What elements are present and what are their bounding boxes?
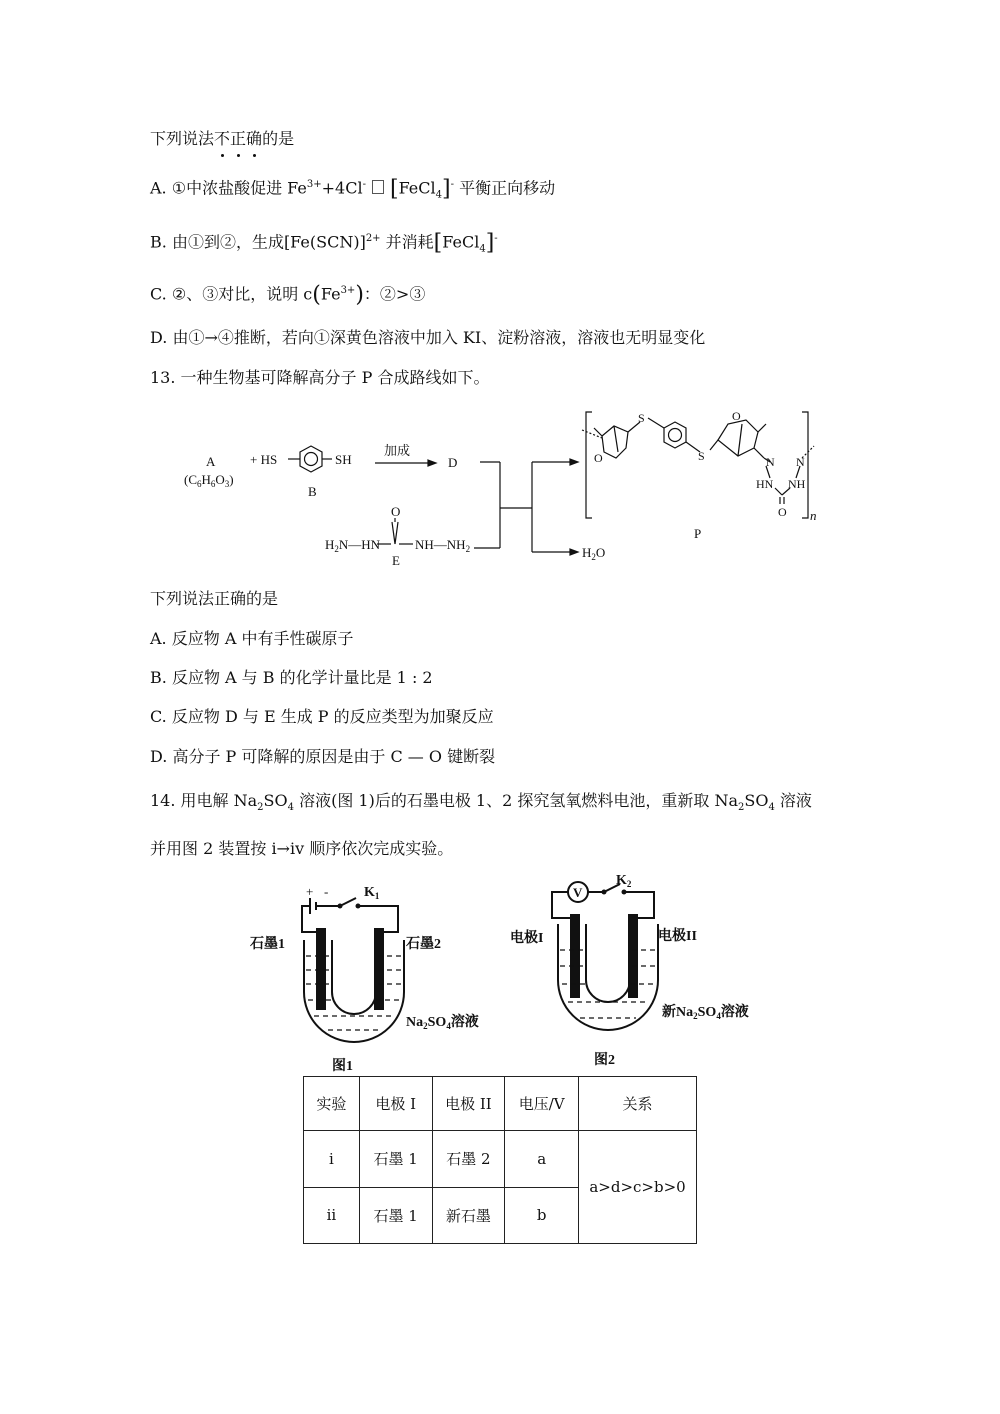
label-E-right: $NH—NH_2$	[415, 537, 471, 554]
header-cell: 电极 I	[359, 1077, 432, 1131]
q13-synthesis-scheme	[170, 400, 850, 580]
label-n: n	[810, 508, 817, 523]
emphasis-char: 确	[246, 129, 263, 148]
table-cell: i	[304, 1131, 360, 1187]
header-cell: 实验	[304, 1077, 360, 1131]
formula-A: $(C_6H_6O_3)$	[184, 472, 234, 489]
label-addition: 加成	[384, 443, 411, 458]
table-cell: a	[505, 1131, 579, 1187]
q13-option-b: B. 反应物 A 与 B 的化学计量比是 1 : 2	[150, 668, 433, 687]
equilibrium-symbol	[372, 180, 384, 194]
header-cell: 电压/V	[505, 1077, 579, 1131]
graphite-2-label: 石墨2	[406, 937, 441, 952]
q12-option-a: A. ①中浓盐酸促进 $Fe^{3+}+4Cl^-$ [FeCl$_4$]- 平衡正向移动	[150, 176, 556, 202]
label-O2: O	[732, 409, 741, 423]
new-na2so4-solution-label: 新$Na_2SO_4$溶液	[662, 1005, 749, 1021]
label-P: P	[694, 526, 702, 541]
voltmeter-icon: V	[573, 885, 583, 900]
header-cell: 关系	[579, 1077, 697, 1131]
label-E-left: $H_2N—HN$	[325, 537, 381, 554]
label-S2: S	[698, 449, 705, 463]
table-cell: 新石墨	[432, 1187, 505, 1243]
q13-option-c: C. 反应物 D 与 E 生成 P 的反应类型为加聚反应	[150, 707, 494, 726]
label-E-oxygen: O	[391, 504, 401, 519]
table-header-row	[304, 1077, 697, 1131]
label-D: D	[448, 455, 458, 470]
q12-prompt: 下列说法不正确的是	[150, 129, 295, 148]
q12-option-d: D. 由①→④推断，若向①深黄色溶液中加入 KI、淀粉溶液，溶液也无明显变化	[150, 328, 706, 347]
label-N1: N	[766, 455, 775, 469]
label-plus-hs: + HS	[250, 452, 278, 467]
q13-option-d: D. 高分子 P 可降解的原因是由于 C — O 键断裂	[150, 747, 496, 766]
emphasis-char: 不	[214, 129, 231, 148]
table-cell: 石墨 1	[359, 1131, 432, 1187]
figure-2-fuel-cell	[500, 872, 770, 1072]
switch-k1-label: $K_1$	[364, 885, 380, 901]
minus-sign: -	[324, 884, 329, 899]
label-HN: HN	[756, 477, 774, 491]
switch-k2-label: $K_2$	[616, 873, 632, 889]
graphite-1-label: 石墨1	[250, 937, 285, 952]
label-N2: N	[796, 455, 805, 469]
table-cell: 石墨 2	[432, 1131, 505, 1187]
label-A: A	[206, 454, 216, 469]
q13-option-a: A. 反应物 A 中有手性碳原子	[150, 629, 354, 648]
header-cell: 电极 II	[432, 1077, 505, 1131]
q12-option-b: B. 由①到②，生成$[Fe(SCN)]^{2+}$ 并消耗[FeCl$_4$]-	[150, 230, 498, 256]
electrode-1-label: 电极I	[510, 931, 544, 946]
label-O1: O	[594, 451, 603, 465]
figure-1-caption: 图1	[332, 1059, 353, 1074]
label-water: $H_2O$	[582, 545, 606, 562]
q13-question: 下列说法正确的是	[150, 589, 279, 608]
experiment-table	[303, 1076, 697, 1244]
table-cell: 石墨 1	[359, 1187, 432, 1243]
label-NH: NH	[788, 477, 806, 491]
label-S1: S	[638, 411, 645, 425]
table-cell: ii	[304, 1187, 360, 1243]
q14-stem-line2: 并用图 2 装置按 i→iv 顺序依次完成实验。	[150, 839, 454, 858]
label-B: B	[308, 484, 317, 499]
q12-option-c: C. ②、③对比，说明 $c(Fe^{3+})$：②>③	[150, 282, 426, 308]
label-sh: SH	[335, 452, 352, 467]
figure-2-caption: 图2	[594, 1053, 615, 1068]
label-E: E	[392, 553, 400, 568]
na2so4-solution-label: $Na_2SO_4$溶液	[406, 1015, 479, 1031]
q14-stem-line1: 14. 用电解 $Na_2SO_4$ 溶液(图 1)后的石墨电极 1、2 探究氢氧燃料电池，重新取 $Na_2SO_4$ 溶液	[150, 791, 812, 814]
electrode-2-label: 电极II	[658, 929, 697, 944]
emphasis-char: 正	[230, 129, 247, 148]
relation-cell: a>d>c>b>0	[579, 1131, 697, 1244]
table-row	[304, 1131, 697, 1187]
label-O3: O	[778, 505, 787, 519]
table-cell: b	[505, 1187, 579, 1243]
q13-stem: 13. 一种生物基可降解高分子 P 合成路线如下。	[150, 368, 490, 387]
figure-1-electrolysis	[248, 876, 498, 1076]
plus-sign: +	[306, 884, 314, 899]
